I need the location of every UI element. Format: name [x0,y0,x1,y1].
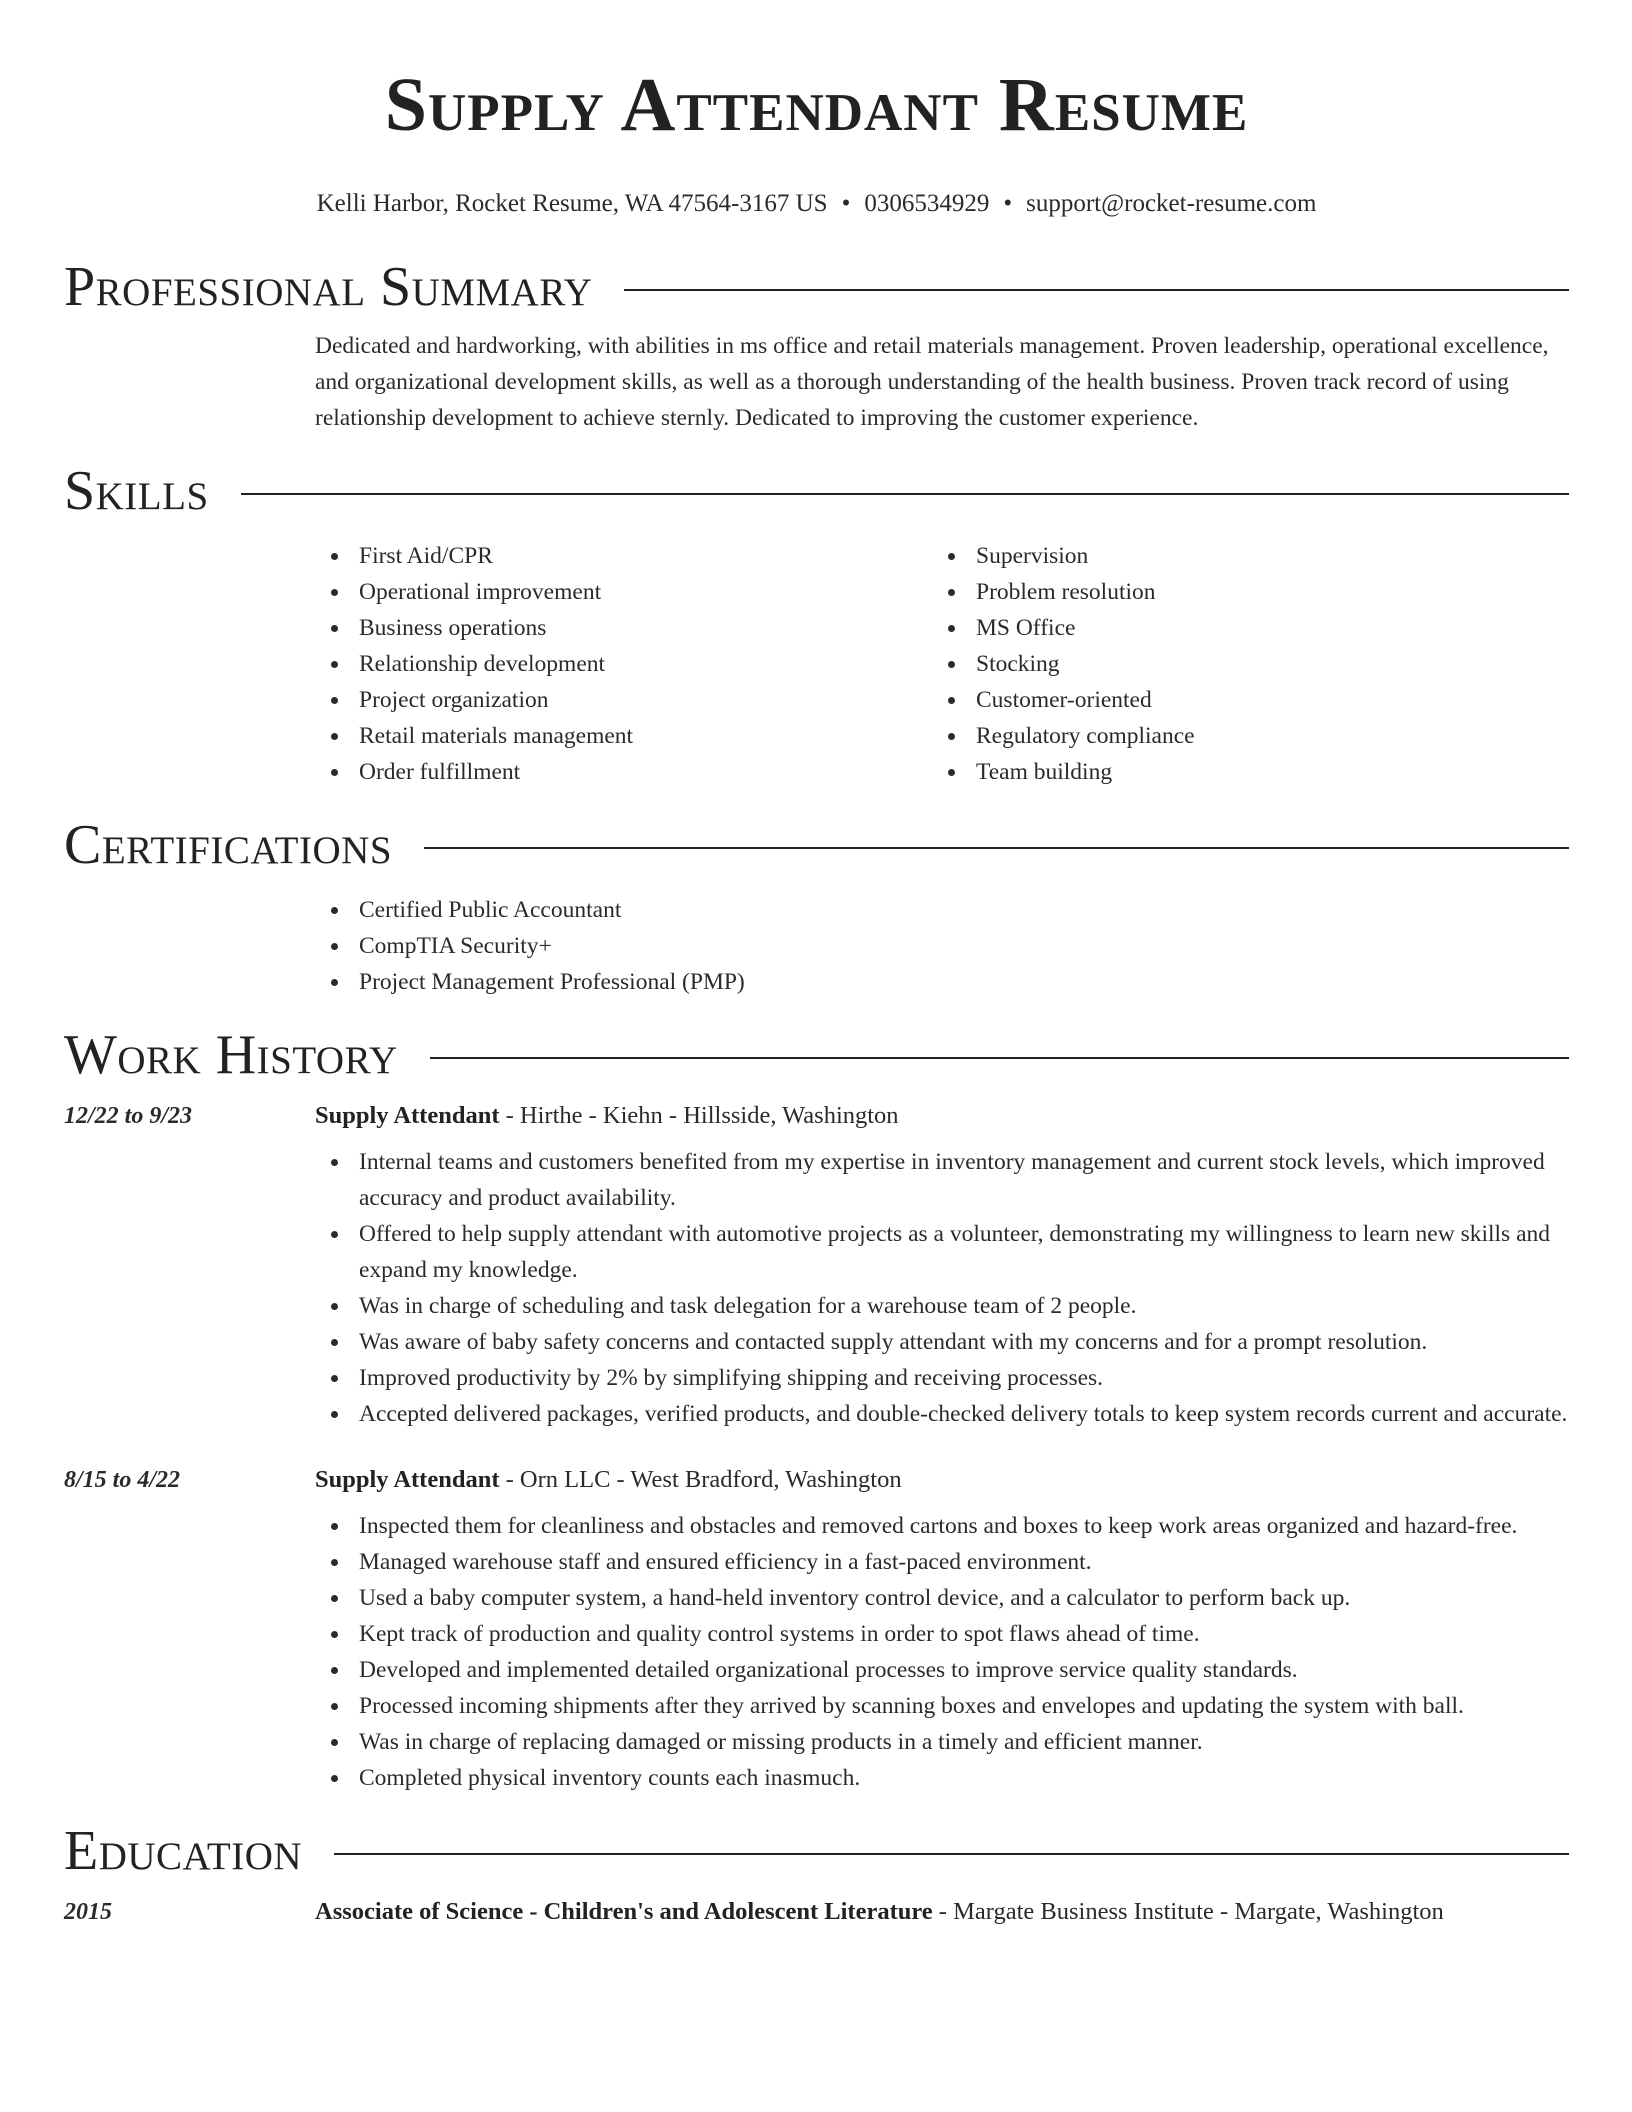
summary-text: Dedicated and hardworking, with abilities in ms office and retail materials management. Proven leadership, operational excellence, and organizational development skills, as well as a thorough understanding of the health business. Proven track record of using relationship development to achieve sternly. Dedicated to improving the customer experience. [315,333,1549,431]
skill-item: Team building [932,754,1549,790]
job-bullet: Internal teams and customers benefited from my expertise in inventory management and current stock levels, which improved accuracy and product availability. [315,1144,1569,1216]
skills-column-right [932,538,1549,790]
certifications-heading: Certifications [64,814,393,876]
job-bullet: Kept track of production and quality control systems in order to spot flaws ahead of time. [315,1616,1569,1652]
job-dates: 12/22 to 9/23 [64,1103,193,1129]
education-heading: Education [64,1820,303,1882]
job-bullet: Used a baby computer system, a hand-held inventory control device, and a calculator to perform back up. [315,1580,1569,1616]
skill-item: Order fulfillment [315,754,932,790]
skill-item: Supervision [932,538,1549,574]
skill-item: Problem resolution [932,574,1549,610]
section-divider [424,847,1569,849]
job-bullet: Developed and implemented detailed organizational processes to improve service quality standards. [315,1652,1569,1688]
contact-address: Kelli Harbor, Rocket Resume, WA 47564-3167 US [316,190,828,217]
education-entry [64,1898,1569,1926]
certification-item: Project Management Professional (PMP) [315,964,1569,1000]
contact-email[interactable]: support@rocket-resume.com [1026,190,1317,217]
job-entry [64,1466,1569,1796]
job-bullet: Improved productivity by 2% by simplifying shipping and receiving processes. [315,1360,1569,1396]
contact-phone: 0306534929 [864,190,990,217]
skills-section-header [64,458,1569,524]
section-divider [334,1853,1569,1855]
skill-item: First Aid/CPR [315,538,932,574]
job-company: - Hirthe - Kiehn - Hillsside, Washington [499,1102,899,1129]
job-bullet: Processed incoming shipments after they arrived by scanning boxes and envelopes and updating the system with ball. [315,1688,1569,1724]
education-section-header [64,1818,1569,1884]
skill-item: Stocking [932,646,1549,682]
certification-item: Certified Public Accountant [315,892,1569,928]
skill-item: Regulatory compliance [932,718,1549,754]
job-bullet: Was in charge of scheduling and task delegation for a warehouse team of 2 people. [315,1288,1569,1324]
section-divider [241,493,1569,495]
certification-item: CompTIA Security+ [315,928,1569,964]
job-bullet: Offered to help supply attendant with automotive projects as a volunteer, demonstrating my willingness to learn new skills and expand my knowledge. [315,1216,1569,1288]
resume-title: Supply Attendant Resume [384,63,1249,147]
job-bullet: Inspected them for cleanliness and obstacles and removed cartons and boxes to keep work areas organized and hazard-free. [315,1508,1569,1544]
job-entry [64,1102,1569,1432]
job-bullet: Accepted delivered packages, verified products, and double-checked delivery totals to keep system records current and accurate. [315,1396,1569,1432]
education-degree: Associate of Science - Children's and Adolescent Literature [315,1898,933,1925]
skills-column-left [315,538,932,790]
work-section-header [64,1022,1569,1088]
work-heading: Work History [64,1024,398,1086]
job-bullet: Was in charge of replacing damaged or missing products in a timely and efficient manner. [315,1724,1569,1760]
contact-line [64,188,1569,220]
job-bullets [315,1508,1569,1796]
certifications-list [315,892,1569,1000]
job-title: Supply Attendant [315,1466,500,1493]
job-company: - Orn LLC - West Bradford, Washington [499,1466,902,1493]
job-title-line [315,1466,902,1494]
job-dates: 8/15 to 4/22 [64,1467,181,1493]
job-bullets [315,1144,1569,1432]
skill-item: Relationship development [315,646,932,682]
skills-list [315,538,1569,790]
skill-item: Retail materials management [315,718,932,754]
skill-item: Operational improvement [315,574,932,610]
summary-heading: Professional Summary [64,256,593,318]
skill-item: Customer-oriented [932,682,1549,718]
job-bullet: Managed warehouse staff and ensured efficiency in a fast-paced environment. [315,1544,1569,1580]
skill-item: Business operations [315,610,932,646]
job-header [64,1102,1569,1130]
skills-heading: Skills [64,460,209,522]
resume-page [64,0,1569,1926]
skill-item: MS Office [932,610,1549,646]
contact-separator: • [841,190,851,217]
certifications-section-header [64,812,1569,878]
section-divider [430,1057,1569,1059]
job-bullet: Completed physical inventory counts each inasmuch. [315,1760,1569,1796]
contact-separator: • [1003,190,1013,217]
education-year: 2015 [64,1899,112,1925]
education-line [315,1898,1444,1926]
summary-section-header [64,254,1569,320]
section-divider [624,289,1569,291]
job-title: Supply Attendant [315,1102,500,1129]
job-title-line [315,1102,899,1130]
job-header [64,1466,1569,1494]
job-bullet: Was aware of baby safety concerns and contacted supply attendant with my concerns and for a prompt resolution. [315,1324,1569,1360]
education-school: - Margate Business Institute - Margate, Washington [932,1898,1444,1925]
skill-item: Project organization [315,682,932,718]
